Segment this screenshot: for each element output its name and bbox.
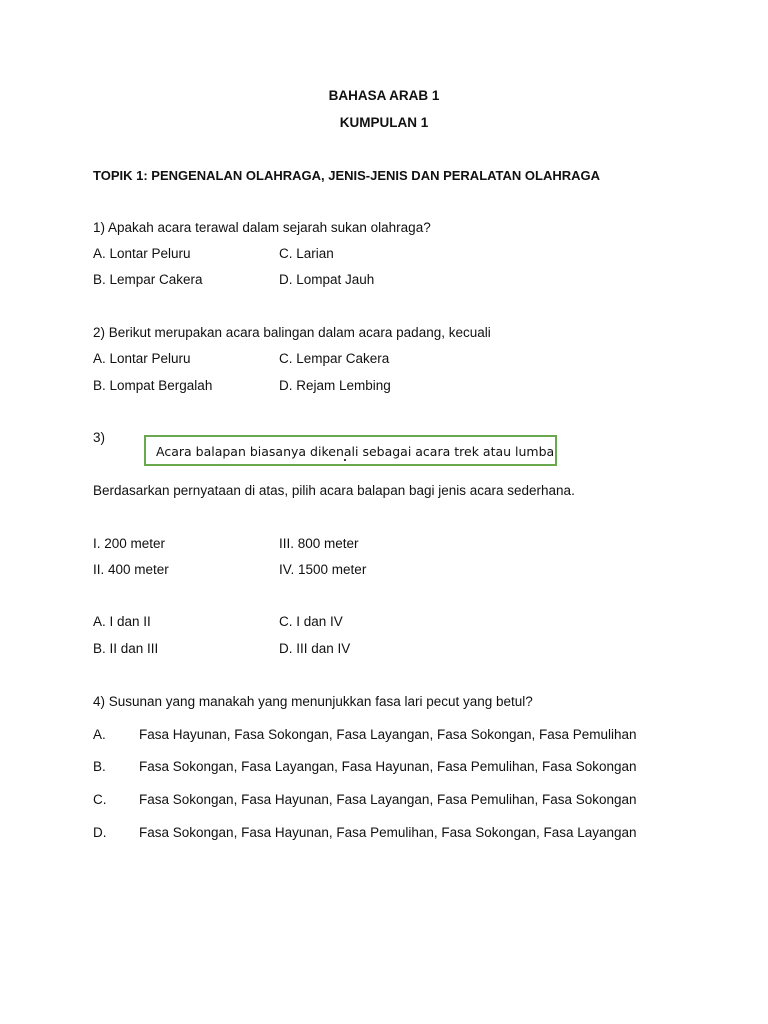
document-title: BAHASA ARAB 1 [328, 88, 440, 103]
q1-option-c: C. Larian [279, 246, 334, 261]
q1-option-b: B. Lempar Cakera [93, 272, 203, 287]
q3-option-d: D. III dan IV [279, 641, 351, 656]
q2-option-d: D. Rejam Lembing [279, 378, 391, 393]
q4-option-d-letter: D. [93, 825, 107, 840]
q4-option-a-letter: A. [93, 727, 106, 742]
question-2: 2) Berikut merupakan acara balingan dalam acara padang, kecuali [93, 325, 491, 340]
statement-text: Acara balapan biasanya dikenali sebagai acara trek atau lumba [156, 444, 555, 459]
question-3-number: 3) [93, 430, 106, 445]
q2-option-c: C. Lempar Cakera [279, 351, 390, 366]
statement-dot [344, 459, 346, 461]
question-1: 1) Apakah acara terawal dalam sejarah sukan olahraga? [93, 220, 431, 235]
q4-option-c-text: Fasa Sokongan, Fasa Hayunan, Fasa Layangan, Fasa Pemulihan, Fasa Sokongan [139, 792, 637, 807]
statement-box [144, 435, 557, 466]
q3-item-ii: II. 400 meter [93, 562, 169, 577]
topic-heading: TOPIK 1: PENGENALAN OLAHRAGA, JENIS-JENIS DAN PERALATAN OLAHRAGA [93, 168, 601, 183]
q4-option-b-text: Fasa Sokongan, Fasa Layangan, Fasa Hayunan, Fasa Pemulihan, Fasa Sokongan [139, 759, 637, 774]
q3-option-b: B. II dan III [93, 641, 159, 656]
q3-option-c: C. I dan IV [279, 614, 343, 629]
q4-option-b-letter: B. [93, 759, 106, 774]
q1-option-a: A. Lontar Peluru [93, 246, 191, 261]
question-4: 4) Susunan yang manakah yang menunjukkan fasa lari pecut yang betul? [93, 694, 533, 709]
q4-option-c-letter: C. [93, 792, 107, 807]
q1-option-d: D. Lompat Jauh [279, 272, 375, 287]
q3-item-i: I. 200 meter [93, 536, 166, 551]
question-3-instruction: Berdasarkan pernyataan di atas, pilih acara balapan bagi jenis acara sederhana. [93, 483, 575, 498]
document-subtitle: KUMPULAN 1 [339, 115, 429, 130]
q2-option-a: A. Lontar Peluru [93, 351, 191, 366]
q4-option-d-text: Fasa Sokongan, Fasa Hayunan, Fasa Pemulihan, Fasa Sokongan, Fasa Layangan [139, 825, 637, 840]
q3-item-iv: IV. 1500 meter [279, 562, 367, 577]
q2-option-b: B. Lompat Bergalah [93, 378, 213, 393]
q3-option-a: A. I dan II [93, 614, 151, 629]
q4-option-a-text: Fasa Hayunan, Fasa Sokongan, Fasa Layangan, Fasa Sokongan, Fasa Pemulihan [139, 727, 637, 742]
q3-item-iii: III. 800 meter [279, 536, 359, 551]
